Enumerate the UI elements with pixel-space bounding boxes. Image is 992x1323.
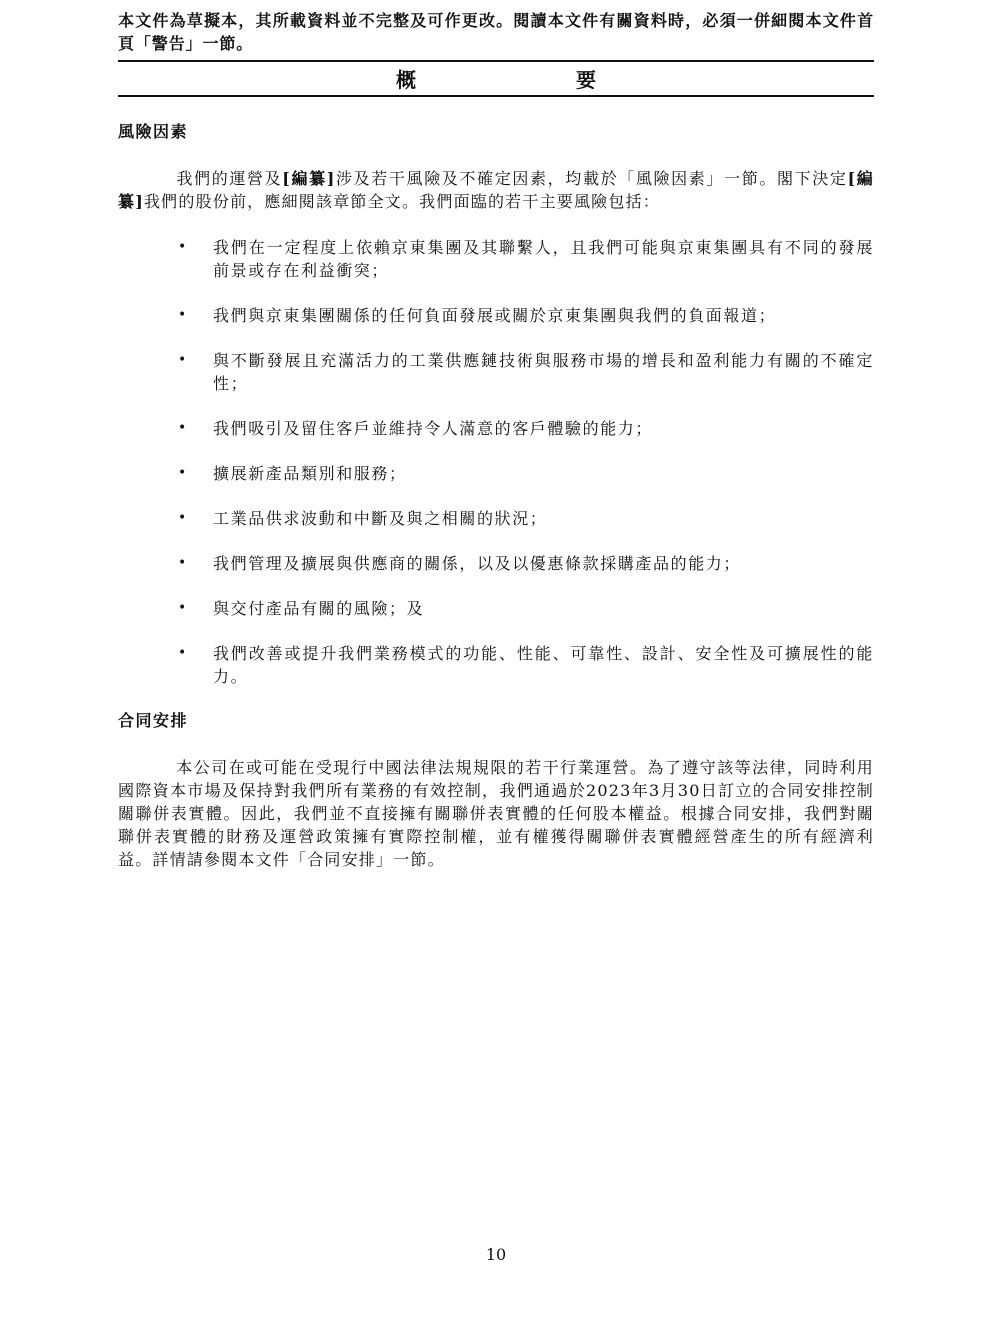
page-title: 概 要 <box>396 68 636 92</box>
bullet-icon: • <box>178 645 188 661</box>
bullet-icon: • <box>178 510 188 526</box>
bullet-icon: • <box>178 352 188 368</box>
intro-text-1: 我們的運營及 <box>176 169 283 188</box>
bullet-icon: • <box>178 420 188 436</box>
redacted-marker: [編纂] <box>282 169 336 188</box>
risk-factors-heading: 風險因素 <box>118 122 189 141</box>
document-page <box>118 0 874 1323</box>
bullet-icon: • <box>178 465 188 481</box>
draft-warning: 本文件為草擬本，其所載資料並不完整及可作更改。閱讀本文件有關資料時，必須一併細閱本文件首頁「警告」一節。 <box>118 11 874 53</box>
intro-text-3: 我們的股份前，應細閱該章節全文。我們面臨的若干主要風險包括： <box>143 192 660 211</box>
risk-item-text: 我們與京東集團關係的任何負面發展或關於京東集團與我們的負面報道； <box>213 306 777 325</box>
bullet-icon: • <box>178 307 188 323</box>
page-number: 10 <box>485 1245 507 1264</box>
risk-item-text: 與不斷發展且充滿活力的工業供應鏈技術與服務市場的增長和盈利能力有關的不確定性； <box>213 351 874 393</box>
risk-item-text: 與交付產品有關的風險；及 <box>213 599 425 618</box>
title-top-rule <box>118 60 874 62</box>
risk-item-text: 我們管理及擴展與供應商的關係，以及以優惠條款採購產品的能力； <box>213 554 742 573</box>
contractual-arrangements-heading: 合同安排 <box>118 711 189 730</box>
intro-text-2: 涉及若干風險及不確定因素，均載於「風險因素」一節。閣下決定 <box>335 169 848 188</box>
contractual-arrangements-body <box>118 756 874 871</box>
risk-factors-intro <box>118 167 874 213</box>
bullet-icon: • <box>178 555 188 571</box>
title-bottom-rule <box>118 95 874 97</box>
risk-item-text: 我們在一定程度上依賴京東集團及其聯繫人，且我們可能與京東集團具有不同的發展前景或存在利益衝突； <box>213 238 874 280</box>
bullet-icon: • <box>178 600 188 616</box>
contractual-body-text: 本公司在或可能在受現行中國法律法規規限的若干行業運營。為了遵守該等法律，同時利用國際資本市場及保持對我們所有業務的有效控制，我們通過於2023年3月30日訂立的合同安排控制關聯併表實體。因此，我們並不直接擁有關聯併表實體的任何股本權益。根據合同安排，我們對關聯併表實體的財務及運營政策擁有實際控制權，並有權獲得關聯併表實體經營產生的所有經濟利益。詳情請參閱本文件「合同安排」一節。 <box>118 758 874 869</box>
risk-item-text: 我們吸引及留住客戶並維持令人滿意的客戶體驗的能力； <box>213 419 654 438</box>
redacted-marker: [編纂] <box>118 169 874 211</box>
bullet-icon: • <box>178 239 188 255</box>
risk-item-text: 我們改善或提升我們業務模式的功能、性能、可靠性、設計、安全性及可擴展性的能力。 <box>213 644 874 686</box>
risk-item-text: 擴展新產品類別和服務； <box>213 464 407 483</box>
risk-item-text: 工業品供求波動和中斷及與之相關的狀況； <box>213 509 548 528</box>
